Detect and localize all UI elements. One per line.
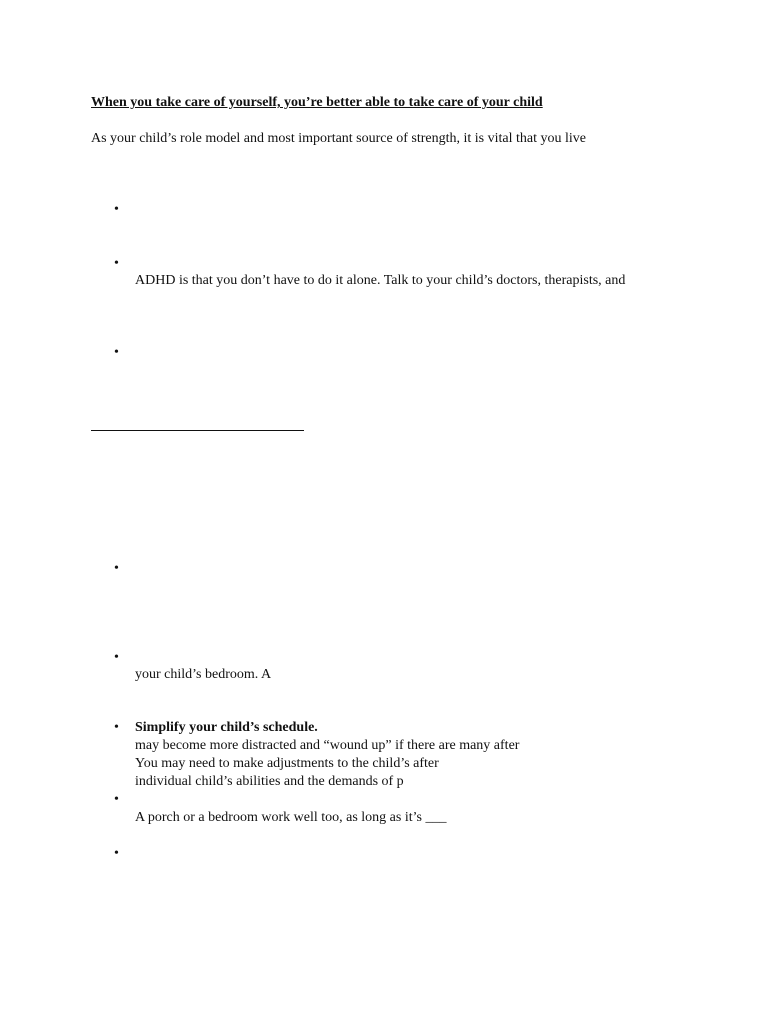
bullet-marker: • (114, 345, 119, 360)
list-item-text: individual child’s abilities and the demands of p (135, 774, 404, 789)
list-item-text: your child’s bedroom. A (135, 667, 272, 682)
list-item-text: A porch or a bedroom work well too, as long as it’s ___ (135, 810, 447, 825)
list-item-title: Simplify your child’s schedule. (135, 720, 318, 735)
list-item-text: You may need to make adjustments to the child’s after (135, 756, 439, 771)
list-item-text: may become more distracted and “wound up” if there are many after (135, 738, 520, 753)
bullet-marker: • (114, 256, 119, 271)
bullet-marker: • (114, 650, 119, 665)
bullet-marker: • (114, 792, 119, 807)
bullet-marker: • (114, 720, 119, 735)
list-item-text: ADHD is that you don’t have to do it alone. Talk to your child’s doctors, therapists, and (135, 273, 626, 288)
intro-paragraph: As your child’s role model and most important source of strength, it is vital that you live (91, 131, 586, 146)
section-heading: When you take care of yourself, you’re better able to take care of your child (91, 95, 543, 110)
bullet-marker: • (114, 561, 119, 576)
horizontal-rule (91, 430, 304, 431)
bullet-marker: • (114, 846, 119, 861)
bullet-marker: • (114, 202, 119, 217)
